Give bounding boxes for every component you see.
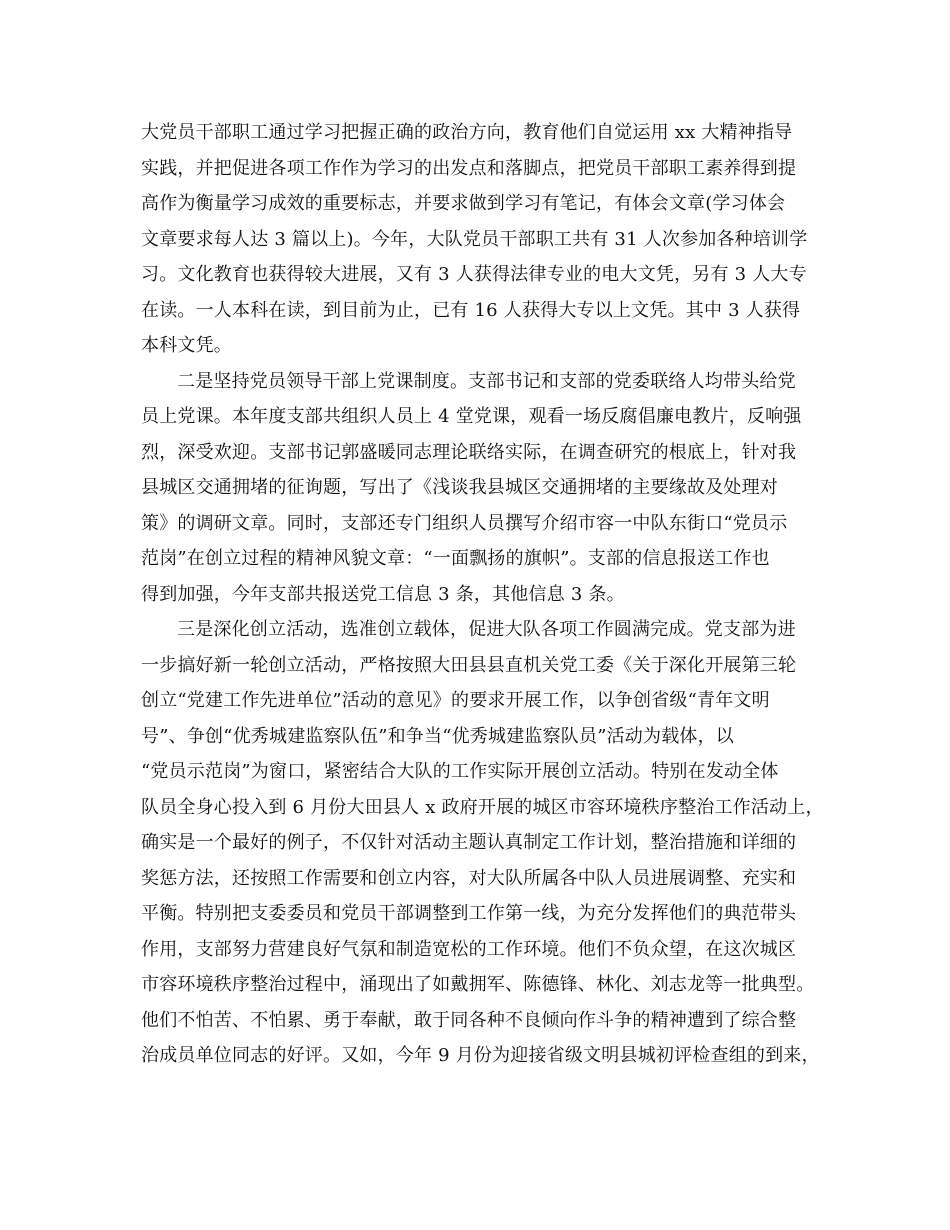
- text-line: 二是坚持党员领导干部上党课制度。支部书记和支部的党委联络人均带头给党: [177, 370, 796, 392]
- text-line: 得到加强，今年支部共报送党工信息 3 条，其他信息 3 条。: [141, 583, 625, 605]
- text-line: 高作为衡量学习成效的重要标志，并要求做到学习有笔记，有体会文章(学习体会: [141, 193, 786, 214]
- text-line: 号”、争创“优秀城建监察队伍”和争当“优秀城建监察队员”活动为载体，以: [141, 725, 735, 747]
- text-line: 县城区交通拥堵的征询题，写出了《浅谈我县城区交通拥堵的主要缘故及处理对: [141, 477, 778, 498]
- text-line: 他们不怕苦、不怕累、勇于奉献，敢于同各种不良倾向作斗争的精神遭到了综合整: [141, 1009, 797, 1031]
- text-line: 大党员干部职工通过学习把握正确的政治方向，教育他们自觉运用 xx 大精神指导: [141, 122, 793, 143]
- text-line: 策》的调研文章。同时，支部还专门组织人员撰写介绍市容一中队东街口“党员示: [141, 512, 788, 534]
- text-line: 三是深化创立活动，选准创立载体，促进大队各项工作圆满完成。党支部为进: [177, 619, 796, 640]
- text-line: 奖惩方法，还按照工作需要和创立内容，对大队所属各中队人员进展调整、充实和: [141, 867, 797, 889]
- text-line: 创立“党建工作先进单位”活动的意见》的要求开展工作，以争创省级“青年文明: [141, 690, 770, 711]
- text-line: 烈，深受欢迎。支部书记郭盛暖同志理论联络实际，在调查研究的根底上，针对我: [141, 441, 797, 463]
- text-line: 习。文化教育也获得较大进展，又有 3 人获得法律专业的电大文凭，另有 3 人大专: [141, 264, 807, 285]
- text-line: 治成员单位同志的好评。又如，今年 9 月份为迎接省级文明县城初评检查组的到来，: [141, 1045, 820, 1066]
- text-line: 范岗”在创立过程的精神风貌文章：“一面飘扬的旗帜”。支部的信息报送工作也: [141, 548, 770, 569]
- text-line: “党员示范岗”为窗口，紧密结合大队的工作实际开展创立活动。特别在发动全体: [141, 761, 779, 782]
- text-line: 实践，并把促进各项工作作为学习的出发点和落脚点，把党员干部职工素养得到提: [141, 157, 797, 179]
- text-line: 作用，支部努力营建良好气氛和制造宽松的工作环境。他们不负众望，在这次城区: [141, 938, 797, 960]
- document-body: [141, 115, 831, 1074]
- text-line: 本科文凭。: [141, 335, 232, 356]
- text-line: 确实是一个最好的例子，不仅针对活动主题认真制定工作计划，整治措施和详细的: [141, 832, 797, 853]
- text-line: 队员全身心投入到 6 月份大田县人 x 政府开展的城区市容环境秩序整治工作活动上，: [141, 796, 824, 818]
- text-line: 一步搞好新一轮创立活动，严格按照大田县县直机关党工委《关于深化开展第三轮: [141, 654, 797, 676]
- text-line: 文章要求每人达 3 篇以上)。今年，大队党员干部职工共有 31 人次参加各种培训学: [141, 228, 808, 250]
- text-line: 员上党课。本年度支部共组织人员上 4 堂党课，观看一场反腐倡廉电教片，反响强: [141, 406, 802, 427]
- text-line: 在读。一人本科在读，到目前为止，已有 16 人获得大专以上文凭。其中 3 人获得: [141, 299, 801, 321]
- text-line: 平衡。特别把支委委员和党员干部调整到工作第一线，为充分发挥他们的典范带头: [141, 903, 797, 924]
- text-line: 市容环境秩序整治过程中，涌现出了如戴拥军、陈德锋、林化、刘志龙等一批典型。: [141, 974, 815, 995]
